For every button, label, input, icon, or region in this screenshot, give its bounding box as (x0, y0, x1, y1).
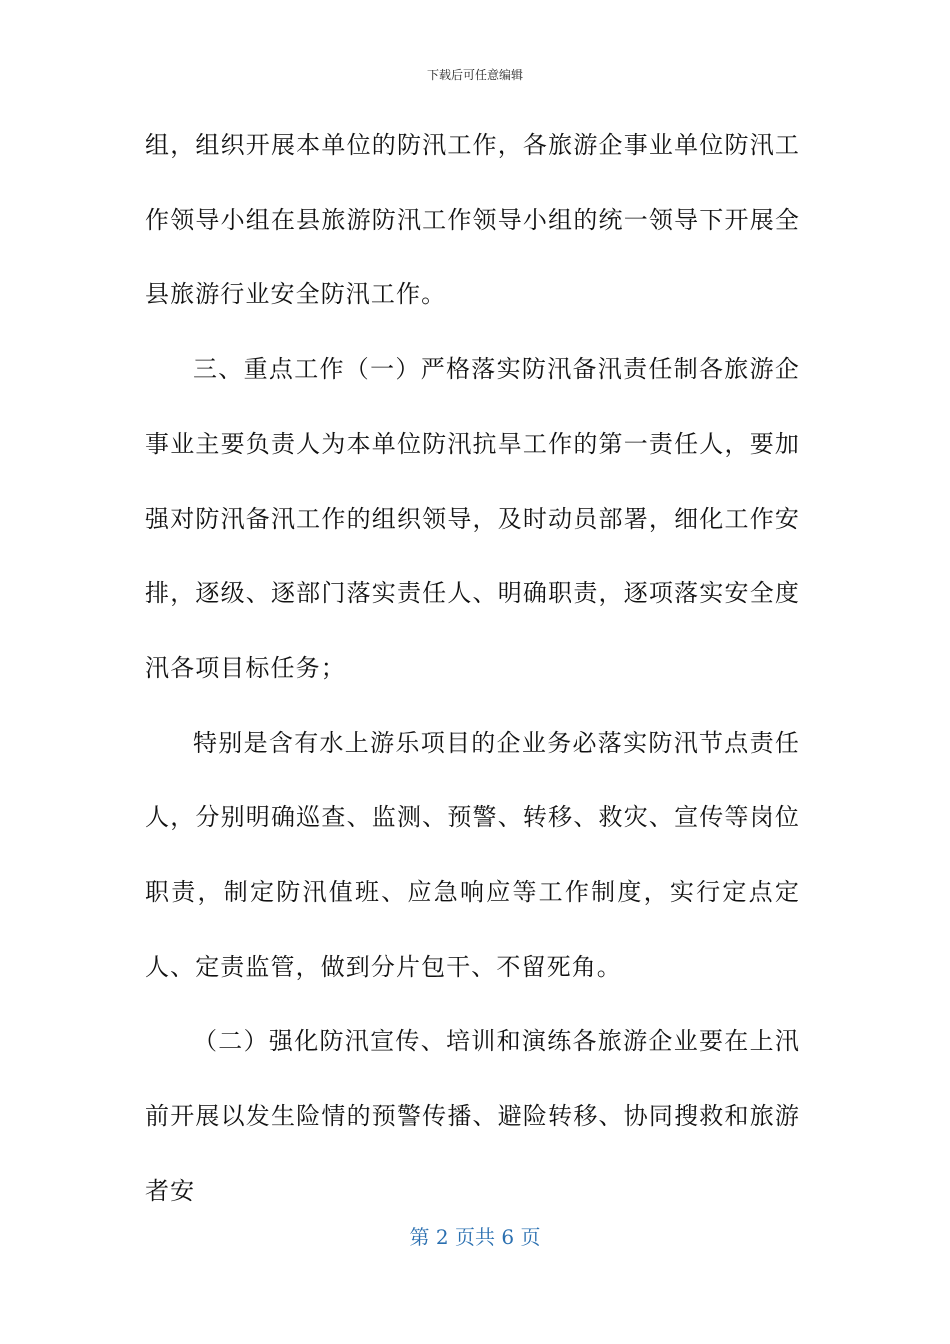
footer-middle: 页共 (448, 1225, 502, 1249)
paragraph-3: 特别是含有水上游乐项目的企业务必落实防汛节点责任人，分别明确巡查、监测、预警、转移、救灾、宣传等岗位职责，制定防汛值班、应急响应等工作制度，实行定点定人、定责监管，做到分片包干、不留死角。 (145, 728, 800, 981)
page-header: 下载后可任意编辑 (426, 68, 523, 82)
paragraph-1: 组，组织开展本单位的防汛工作，各旅游企事业单位防汛工作领导小组在县旅游防汛工作领导小组的统一领导下开展全县旅游行业安全防汛工作。 (145, 131, 800, 309)
footer-prefix: 第 (409, 1225, 436, 1249)
page-footer (0, 1222, 950, 1252)
footer-current-page: 2 (435, 1225, 449, 1249)
document-body (145, 108, 800, 1229)
paragraph-2: 三、重点工作（一）严格落实防汛备汛责任制各旅游企事业主要负责人为本单位防汛抗旱工作的第一责任人，要加强对防汛备汛工作的组织领导，及时动员部署，细化工作安排，逐级、逐部门落实责任人、明确职责，逐项落实安全度汛各项目标任务； (145, 355, 800, 682)
paragraph-4: （二）强化防汛宣传、培训和演练各旅游企业要在上汛前开展以发生险情的预警传播、避险转移、协同搜救和旅游者安 (145, 1027, 800, 1205)
footer-suffix: 页 (514, 1225, 541, 1249)
footer-total-pages: 6 (501, 1225, 515, 1249)
